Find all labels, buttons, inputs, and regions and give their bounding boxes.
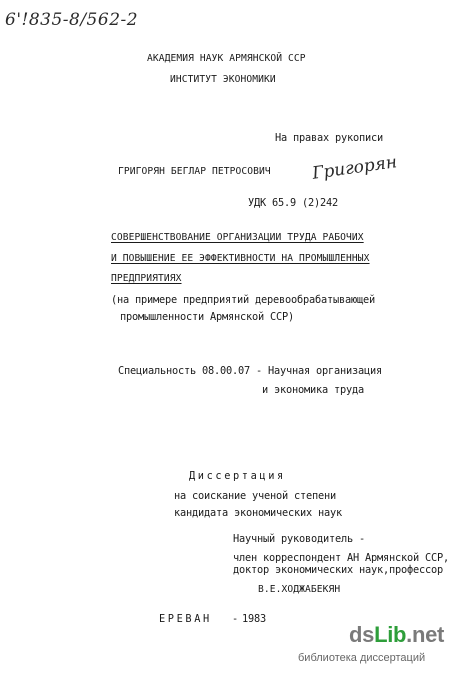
subtitle-line-2: промышленности Армянской ССР) bbox=[120, 311, 294, 323]
specialty-line-2: и экономика труда bbox=[262, 384, 364, 396]
supervisor-title-1: член корреспондент АН Армянской ССР, bbox=[233, 552, 449, 564]
handwritten-archive-code: 6'!835-8/562-2 bbox=[5, 10, 139, 30]
supervisor-label: Научный руководитель - bbox=[233, 533, 365, 545]
dslib-watermark-logo bbox=[349, 624, 444, 646]
udk-code: УДК 65.9 (2)242 bbox=[248, 197, 338, 209]
supervisor-name: В.Е.ХОДЖАБЕКЯН bbox=[258, 584, 341, 595]
dissertation-title-line-2: И ПОВЫШЕНИЕ ЕЕ ЭФФЕКТИВНОСТИ НА ПРОМЫШЛЕННЫХ bbox=[111, 253, 370, 264]
watermark-logo-part-3: .net bbox=[406, 622, 445, 647]
specialty-line-1: Специальность 08.00.07 - Научная организация bbox=[118, 365, 382, 377]
watermark-logo-part-2: Lib bbox=[374, 622, 407, 647]
city-name: ЕРЕВАН bbox=[159, 613, 212, 625]
dissertation-title-line-3: ПРЕДПРИЯТИЯХ bbox=[111, 273, 182, 284]
work-type-line-1: на соискание ученой степени bbox=[174, 490, 336, 502]
subtitle-line-1: (на примере предприятий деревообрабатывающей bbox=[111, 294, 375, 306]
dissertation-title-line-1: СОВЕРШЕНСТВОВАНИЕ ОРГАНИЗАЦИИ ТРУДА РАБОЧИХ bbox=[111, 232, 364, 243]
dslib-watermark-subtitle: библиотека диссертаций bbox=[298, 652, 426, 664]
author-name: ГРИГОРЯН БЕГЛАР ПЕТРОСОВИЧ bbox=[118, 166, 271, 177]
institution-line-1: АКАДЕМИЯ НАУК АРМЯНСКОЙ ССР bbox=[147, 53, 306, 64]
city-year-separator: - bbox=[232, 613, 238, 625]
work-type-heading: Диссертация bbox=[189, 470, 286, 482]
supervisor-title-2: доктор экономических наук,профессор bbox=[233, 564, 443, 576]
author-signature: Григорян bbox=[311, 152, 399, 184]
year: 1983 bbox=[242, 613, 266, 625]
institution-line-2: ИНСТИТУТ ЭКОНОМИКИ bbox=[170, 74, 276, 85]
watermark-logo-part-1: ds bbox=[349, 622, 375, 647]
work-type-line-2: кандидата экономических наук bbox=[174, 507, 342, 519]
rights-note: На правах рукописи bbox=[275, 132, 383, 144]
